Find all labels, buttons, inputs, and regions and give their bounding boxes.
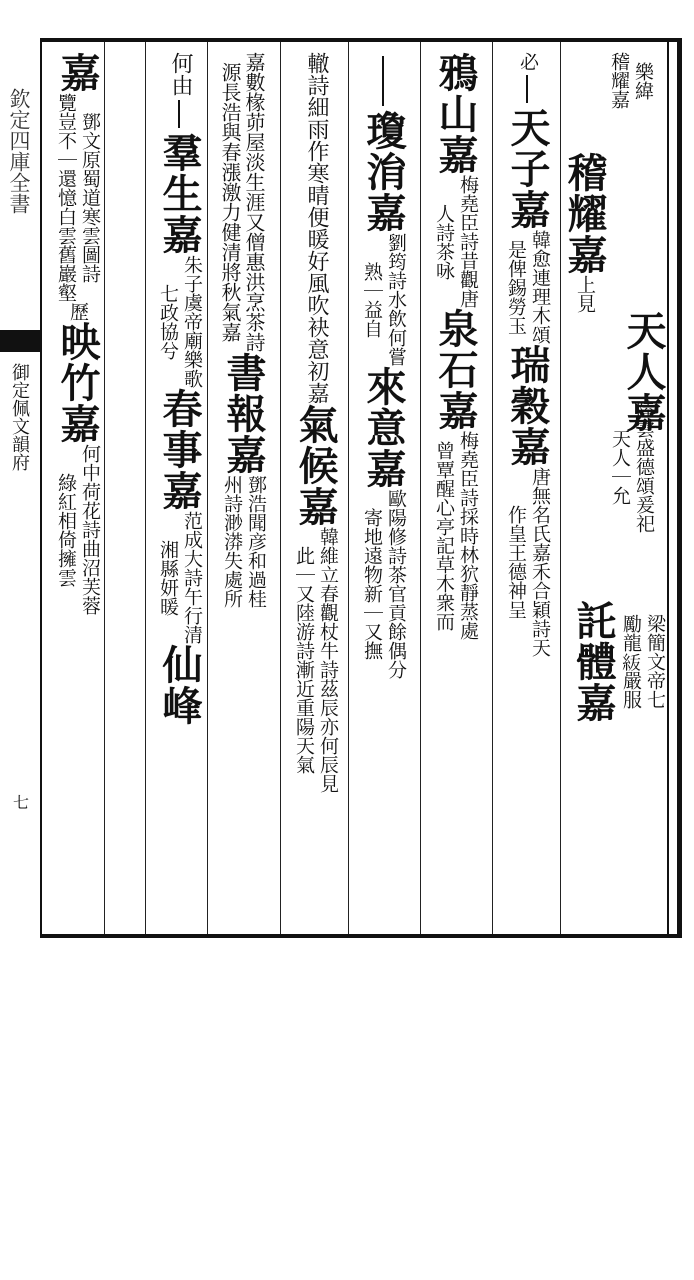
text-column-2 (496, 52, 558, 932)
headword: 鴉山嘉 (432, 52, 479, 175)
note-text: 唐無名氏嘉禾合穎詩天 (529, 467, 551, 657)
note-text: 勵龍𥿈嚴服 (620, 614, 642, 709)
source-note: 上見 (574, 275, 596, 313)
note-text: 陸雲盛德頌爰祀 (633, 400, 655, 533)
headword: 春事嘉 (156, 388, 203, 511)
note-text: 覽豈不｜還憶白雲舊巖壑 (55, 93, 77, 302)
note-text: 源長浩與春漲激力健清將秋氣嘉 (218, 62, 242, 342)
note-text: 梅堯臣詩採時林狖靜蒸處 (457, 431, 479, 640)
fishtail-mark (0, 330, 40, 352)
note-pair (606, 52, 654, 109)
note-text: 樂緯 (632, 61, 654, 100)
note-text: 鄧文原蜀道寒雲圖詩 (79, 112, 101, 283)
text-column-8 (48, 52, 106, 932)
column-rule (348, 42, 349, 934)
headword: 映竹嘉 (54, 321, 101, 444)
note-text: 熟｜益自 (361, 261, 383, 338)
note-text: 曾覃醒心亭記草木衆而 (433, 440, 455, 631)
note-text: 梅堯臣詩昔觀唐 (457, 175, 479, 308)
column-rule (145, 42, 146, 934)
column-rule (492, 42, 493, 934)
page-margin-strip (0, 38, 40, 938)
headword: 天子嘉 (504, 107, 551, 230)
note-text: 稽耀嘉 (608, 52, 630, 109)
note-text: 劉筠詩水飲何嘗 (385, 233, 407, 366)
headword: 羣生嘉 (156, 132, 203, 255)
separator-line (526, 75, 528, 103)
headword: 天人嘉 (620, 310, 667, 433)
headword: 仙峰 (156, 644, 203, 726)
note-text: 州詩渺漭失處所 (221, 475, 243, 608)
note-text: 歐陽修詩茶官貢餘偶分 (385, 489, 407, 679)
column-rule (280, 42, 281, 934)
separator-line (382, 56, 384, 106)
text-fragment: 何由 (168, 52, 193, 96)
note-text: 作皇王德神呈 (505, 505, 527, 619)
inner-border-line (667, 42, 669, 934)
text-column-6 (212, 52, 274, 932)
note-text: 此｜又陸游詩漸近重陽天氣 (293, 546, 315, 774)
headword: 瑞穀嘉 (504, 344, 551, 467)
note-text: 梁簡文帝七 (644, 614, 666, 709)
note-text: 鄧浩聞彦和過桂 (245, 475, 267, 608)
note-text: 天人｜允 (609, 428, 631, 505)
note-text: 何中荷花詩曲沼芙蓉 (79, 444, 101, 615)
headword: 書報嘉 (220, 352, 267, 475)
headword: 稽耀嘉 (561, 152, 608, 275)
note-text: 韓維立春觀杖牛詩茲辰亦何辰見 (317, 527, 339, 793)
note-text: 韓愈連理木頌 (529, 230, 551, 344)
separator-line (178, 100, 180, 128)
headword: 託體嘉 (570, 600, 617, 723)
note-text: 湘縣妍暖 (157, 539, 179, 616)
note-text: 綠紅相倚擁雲 (55, 472, 77, 587)
note-text: 范成大詩午行清 (181, 511, 203, 644)
headword: 瓊㳙嘉 (360, 110, 407, 233)
margin-page-number: 七 (12, 793, 29, 812)
note-text: 寄地遠物新｜又撫 (361, 508, 383, 660)
headword: 來意嘉 (360, 366, 407, 489)
headword: 嘉 (54, 52, 101, 93)
headword: 泉石嘉 (432, 308, 479, 431)
note-text: 嘉數椽茆屋淡生涯又僧惠洪烹茶詩 (242, 52, 266, 352)
note-text: 朱子虞帝廟樂歌 (181, 255, 203, 388)
text-column-5 (284, 52, 346, 932)
column-rule (420, 42, 421, 934)
text-column-7 (148, 52, 210, 932)
note-text: 七政協兮 (157, 283, 179, 360)
text-column-4 (352, 52, 414, 932)
text-line: 轍詩細雨作寒晴便暖好風吹袂意初嘉 (304, 52, 329, 404)
note-text: 人詩茶咏 (433, 203, 455, 280)
note-text: 是俾錫勞玉 (505, 239, 527, 335)
margin-book-title: 御定佩文韻府 (9, 363, 30, 471)
headword: 氣候嘉 (292, 404, 339, 527)
text-column-3 (424, 52, 486, 932)
text-column-1-bottom (566, 600, 666, 920)
note-text: 歷 (67, 302, 89, 321)
margin-collection-title: 欽定四庫全書 (7, 88, 31, 214)
text-fragment: 必 (517, 52, 539, 71)
